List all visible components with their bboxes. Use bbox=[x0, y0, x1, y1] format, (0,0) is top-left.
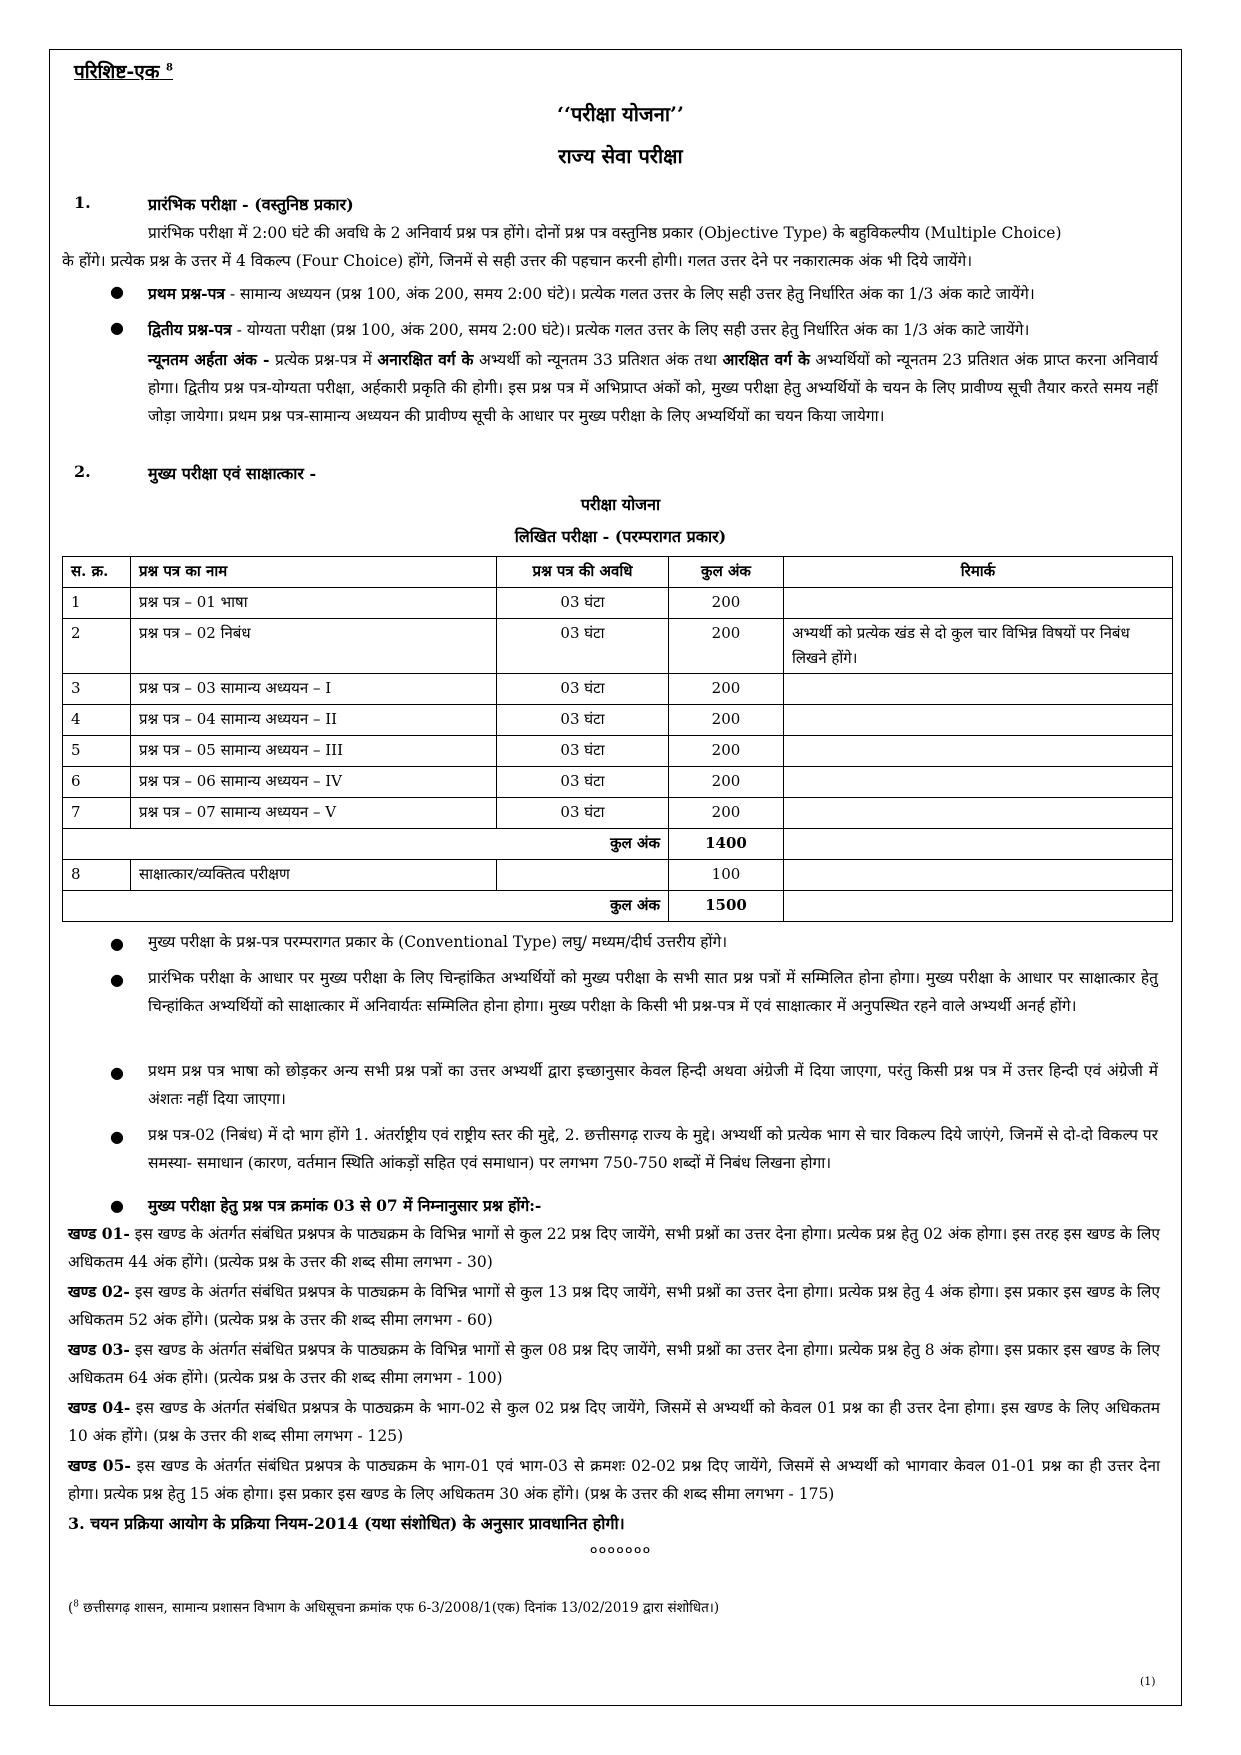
cell-paper-name: प्रश्न पत्र – 05 सामान्य अध्ययन – III bbox=[131, 736, 497, 767]
prelim-paper2: द्वितीय प्रश्न-पत्र - योग्यता परीक्षा (प्रश्न 100, अंक 200, समय 2:00 घंटे)। प्रत्येक गलत उत्तर के लिए सही उत्तर हेतु निर्धारित अंक का 1/3 अंक काटे जायेंगे। bbox=[148, 320, 1030, 339]
cell-remark bbox=[784, 674, 1173, 705]
cell-marks: 200 bbox=[669, 588, 784, 619]
exam-scheme-table bbox=[62, 556, 1173, 922]
table-row bbox=[63, 767, 1173, 798]
cell-remark bbox=[784, 829, 1173, 860]
header-duration: प्रश्न पत्र की अवधि bbox=[497, 557, 669, 588]
cell-serial: 2 bbox=[63, 619, 131, 674]
subtotal-label: कुल अंक bbox=[63, 829, 669, 860]
table-row bbox=[63, 736, 1173, 767]
table-row bbox=[63, 619, 1173, 674]
table-subtitle: लिखित परीक्षा - (परम्परागत प्रकार) bbox=[514, 527, 727, 546]
cell-remark bbox=[784, 860, 1173, 891]
appendix-label: परिशिष्ट-एक $^8$ bbox=[74, 61, 173, 83]
cell-remark bbox=[784, 767, 1173, 798]
cell-duration: 03 घंटा bbox=[497, 798, 669, 829]
cell-paper-name: प्रश्न पत्र – 07 सामान्य अध्ययन – V bbox=[131, 798, 497, 829]
khand-05: खण्ड 05- इस खण्ड के अंतर्गत संबंधित प्रश्नपत्र के पाठ्यक्रम के भाग-01 एवं भाग-03 से क्रमशः 02-02 प्रश्न दिए जायेंगे, जिसमें से अभ्यर्थी को भागवार केवल 01-01 प्रश्न का ही उत्तर देना होगा। प्रत्येक प्रश्न हेतु 15 अंक होगा। इस प्रकार इस खण्ड के लिए अधिकतम 30 अंक होंगे। (प्रश्न के उत्तर की शब्द सीमा लगभग - 175) bbox=[68, 1456, 1161, 1503]
total-value: 1500 bbox=[669, 891, 784, 922]
cell-marks: 100 bbox=[669, 860, 784, 891]
bullet-icon: ● bbox=[110, 1063, 124, 1082]
bullet-icon: ● bbox=[110, 282, 124, 301]
cell-duration: 03 घंटा bbox=[497, 767, 669, 798]
cell-duration: 03 घंटा bbox=[497, 588, 669, 619]
page-number: (1) bbox=[1140, 1675, 1156, 1688]
cell-remark bbox=[784, 891, 1173, 922]
section1-intro-line1: प्रारंभिक परीक्षा में 2:00 घंटे की अवधि के 2 अनिवार्य प्रश्न पत्र होंगे। दोनों प्रश्न पत्र वस्तुनिष्ठ प्रकार (Objective Type) के बहुविकल्पीय (Multiple Choice) bbox=[148, 224, 1062, 242]
cell-remark bbox=[784, 798, 1173, 829]
min-qualifying-marks: न्यूनतम अर्हता अंक - प्रत्येक प्रश्न-पत्र में अनारक्षित वर्ग के अभ्यर्थी को न्यूनतम 33 प्रतिशत अंक तथा आरक्षित वर्ग के अभ्यर्थियों को न्यूनतम 23 प्रतिशत अंक प्राप्त करना अनिवार्य होगा। द्वितीय प्रश्न पत्र-योग्यता परीक्षा, अर्हकारी प्रकृति की होगी। इस प्रश्न पत्र में अभिप्राप्त अंकों को, मुख्य परीक्षा हेतु अभ्यर्थियों के चयन के लिए प्रावीण्य सूची तैयार करते समय नहीं जोड़ा जायेगा। प्रथम प्रश्न पत्र-सामान्य अध्ययन की प्रावीण्य सूची के आधार पर मुख्य परीक्षा के लिए अभ्यर्थियों का चयन किया जायेगा। bbox=[148, 350, 1159, 425]
khand-heading: मुख्य परीक्षा हेतु प्रश्न पत्र क्रमांक 03 से 07 में निम्नानुसार प्रश्न होंगे:- bbox=[148, 1196, 542, 1215]
bullet-icon: ● bbox=[110, 1127, 124, 1146]
header-serial: स. क्र. bbox=[63, 557, 131, 588]
cell-marks: 200 bbox=[669, 619, 784, 674]
cell-duration: 03 घंटा bbox=[497, 619, 669, 674]
cell-serial: 3 bbox=[63, 674, 131, 705]
prelim-paper1: प्रथम प्रश्न-पत्र - सामान्य अध्ययन (प्रश्न 100, अंक 200, समय 2:00 घंटे)। प्रत्येक गलत उत्तर के लिए सही उत्तर हेतु निर्धारित अंक का 1/3 अंक काटे जायेंगे। bbox=[148, 284, 1035, 303]
cell-duration: 03 घंटा bbox=[497, 705, 669, 736]
section2-heading: मुख्य परीक्षा एवं साक्षात्कार - bbox=[148, 464, 317, 483]
total-row bbox=[63, 891, 1173, 922]
cell-paper-name: प्रश्न पत्र – 01 भाषा bbox=[131, 588, 497, 619]
cell-remark bbox=[784, 588, 1173, 619]
table-row bbox=[63, 705, 1173, 736]
cell-paper-name: प्रश्न पत्र – 06 सामान्य अध्ययन – IV bbox=[131, 767, 497, 798]
cell-serial: 7 bbox=[63, 798, 131, 829]
total-label: कुल अंक bbox=[63, 891, 669, 922]
cell-marks: 200 bbox=[669, 705, 784, 736]
cell-duration: 03 घंटा bbox=[497, 674, 669, 705]
section2-number: 2. bbox=[74, 462, 91, 481]
main-exam-bullet-3: प्रथम प्रश्न पत्र भाषा को छोड़कर अन्य सभी प्रश्न पत्रों का उत्तर अभ्यर्थी द्वारा इच्छानुसार केवल हिन्दी अथवा अंग्रेजी में दिया जाएगा, परंतु किसी प्रश्न पत्र में उत्तर हिन्दी एवं अंग्रेजी में अंशतः नहीं दिया जाएगा। bbox=[148, 1062, 1158, 1108]
table-title: परीक्षा योजना bbox=[580, 495, 661, 514]
cell-duration bbox=[497, 860, 669, 891]
footnote: ($^8$ छत्तीसगढ़ शासन, सामान्य प्रशासन विभाग के अधिसूचना क्रमांक एफ 6-3/2008/1(एक) दिनांक 13/02/2019 द्वारा संशोधित।) bbox=[68, 1599, 720, 1616]
khand-04: खण्ड 04- इस खण्ड के अंतर्गत संबंधित प्रश्नपत्र के पाठ्यक्रम के भाग-02 से कुल 02 प्रश्न दिए जायेंगे, जिसमें से अभ्यर्थी को केवल 01 प्रश्न का ही उत्तर देना होगा। इस खण्ड के लिए अधिकतम 10 अंक होंगे। (प्रश्न के उत्तर की शब्द सीमा लगभग - 125) bbox=[68, 1398, 1161, 1445]
cell-paper-name: प्रश्न पत्र – 03 सामान्य अध्ययन – I bbox=[131, 674, 497, 705]
separator: ००००००० bbox=[589, 1541, 652, 1559]
cell-remark bbox=[784, 705, 1173, 736]
main-exam-bullet-1: मुख्य परीक्षा के प्रश्न-पत्र परम्परागत प्रकार के (Conventional Type) लघु/ मध्यम/दीर्घ उत्तरीय होंगे। bbox=[148, 933, 728, 951]
section1-intro-line2: के होंगे। प्रत्येक प्रश्न के उत्तर में 4 विकल्प (Four Choice) होंगे, जिनमें से सही उत्तर की पहचान करनी होगी। गलत उत्तर देने पर नकारात्मक अंक भी दिये जायेंगे। bbox=[62, 252, 973, 270]
cell-marks: 200 bbox=[669, 767, 784, 798]
bullet-icon: ● bbox=[110, 970, 124, 989]
cell-serial: 6 bbox=[63, 767, 131, 798]
cell-serial: 5 bbox=[63, 736, 131, 767]
cell-serial: 4 bbox=[63, 705, 131, 736]
cell-paper-name: प्रश्न पत्र – 04 सामान्य अध्ययन – II bbox=[131, 705, 497, 736]
table-row bbox=[63, 674, 1173, 705]
section1-number: 1. bbox=[74, 193, 91, 212]
cell-paper-name: प्रश्न पत्र – 02 निबंध bbox=[131, 619, 497, 674]
khand-03: खण्ड 03- इस खण्ड के अंतर्गत संबंधित प्रश्नपत्र के पाठ्यक्रम के विभिन्न भागों से कुल 08 प्रश्न दिए जायेंगे, सभी प्रश्नों का उत्तर देना होगा। प्रत्येक प्रश्न हेतु 8 अंक होगा। इस प्रकार इस खण्ड के लिए अधिकतम 64 अंक होंगे। (प्रत्येक प्रश्न के उत्तर की शब्द सीमा लगभग - 100) bbox=[68, 1340, 1160, 1387]
cell-paper-name: साक्षात्कार/व्यक्तित्व परीक्षण bbox=[131, 860, 497, 891]
table-row bbox=[63, 588, 1173, 619]
document-title: ‘‘परीक्षा योजना’’ bbox=[557, 102, 684, 126]
section3-selection-process: 3. चयन प्रक्रिया आयोग के प्रक्रिया नियम-2014 (यथा संशोधित) के अनुसार प्रावधानित होगी। bbox=[68, 1514, 625, 1533]
header-marks: कुल अंक bbox=[669, 557, 784, 588]
table-row bbox=[63, 798, 1173, 829]
khand-02: खण्ड 02- इस खण्ड के अंतर्गत संबंधित प्रश्नपत्र के पाठ्यक्रम के विभिन्न भागों से कुल 13 प्रश्न दिए जायेंगे, सभी प्रश्नों का उत्तर देना होगा। प्रत्येक प्रश्न हेतु 4 अंक होगा। इस प्रकार इस खण्ड के लिए अधिकतम 52 अंक होंगे। (प्रत्येक प्रश्न के उत्तर की शब्द सीमा लगभग - 60) bbox=[68, 1282, 1160, 1329]
subtotal-value: 1400 bbox=[669, 829, 784, 860]
bullet-icon: ● bbox=[110, 318, 124, 337]
cell-serial: 8 bbox=[63, 860, 131, 891]
cell-remark bbox=[784, 736, 1173, 767]
header-paper-name: प्रश्न पत्र का नाम bbox=[131, 557, 497, 588]
bullet-icon: ● bbox=[110, 1196, 124, 1215]
main-exam-bullet-2: प्रारंभिक परीक्षा के आधार पर मुख्य परीक्षा के लिए चिन्हांकित अभ्यर्थियों को मुख्य परीक्षा के सभी सात प्रश्न पत्रों में सम्मिलित होना होगा। मुख्य परीक्षा के आधार पर साक्षात्कार हेतु चिन्हांकित अभ्यर्थियों को साक्षात्कार में अनिवार्यतः सम्मिलित होना होगा। मुख्य परीक्षा के किसी भी प्रश्न-पत्र में एवं साक्षात्कार में अनुपस्थित रहने वाले अभ्यर्थी अनर्ह होंगे। bbox=[148, 969, 1158, 1015]
table-row bbox=[63, 860, 1173, 891]
bullet-icon: ● bbox=[110, 934, 124, 953]
document-subtitle: राज्य सेवा परीक्षा bbox=[558, 144, 683, 168]
main-exam-bullet-4: प्रश्न पत्र-02 (निबंध) में दो भाग होंगे 1. अंतर्राष्ट्रीय एवं राष्ट्रीय स्तर की मुद्दे, 2. छत्तीसगढ़ राज्य के मुद्दे। अभ्यर्थी को प्रत्येक भाग से चार विकल्प दिये जाएंगे, जिनमें से दो-दो विकल्प पर समस्या- समाधान (कारण, वर्तमान स्थिति आंकड़ों सहित एवं समाधान) पर लगभग 750-750 शब्दों में निबंध लिखना होगा। bbox=[148, 1126, 1158, 1172]
cell-marks: 200 bbox=[669, 736, 784, 767]
cell-duration: 03 घंटा bbox=[497, 736, 669, 767]
khand-01: खण्ड 01- इस खण्ड के अंतर्गत संबंधित प्रश्नपत्र के पाठ्यक्रम के विभिन्न भागों से कुल 22 प्रश्न दिए जायेंगे, सभी प्रश्नों का उत्तर देना होगा। प्रत्येक प्रश्न हेतु 02 अंक होगा। इस तरह इस खण्ड के लिए अधिकतम 44 अंक होंगे। (प्रत्येक प्रश्न के उत्तर की शब्द सीमा लगभग - 30) bbox=[68, 1224, 1160, 1271]
cell-marks: 200 bbox=[669, 674, 784, 705]
cell-marks: 200 bbox=[669, 798, 784, 829]
section1-heading: प्रारंभिक परीक्षा - (वस्तुनिष्ठ प्रकार) bbox=[148, 195, 354, 214]
subtotal-row bbox=[63, 829, 1173, 860]
cell-remark: अभ्यर्थी को प्रत्येक खंड से दो कुल चार विभिन्न विषयों पर निबंध लिखने होंगे। bbox=[784, 619, 1173, 674]
cell-serial: 1 bbox=[63, 588, 131, 619]
header-remark: रिमार्क bbox=[784, 557, 1173, 588]
table-header-row bbox=[63, 557, 1173, 588]
